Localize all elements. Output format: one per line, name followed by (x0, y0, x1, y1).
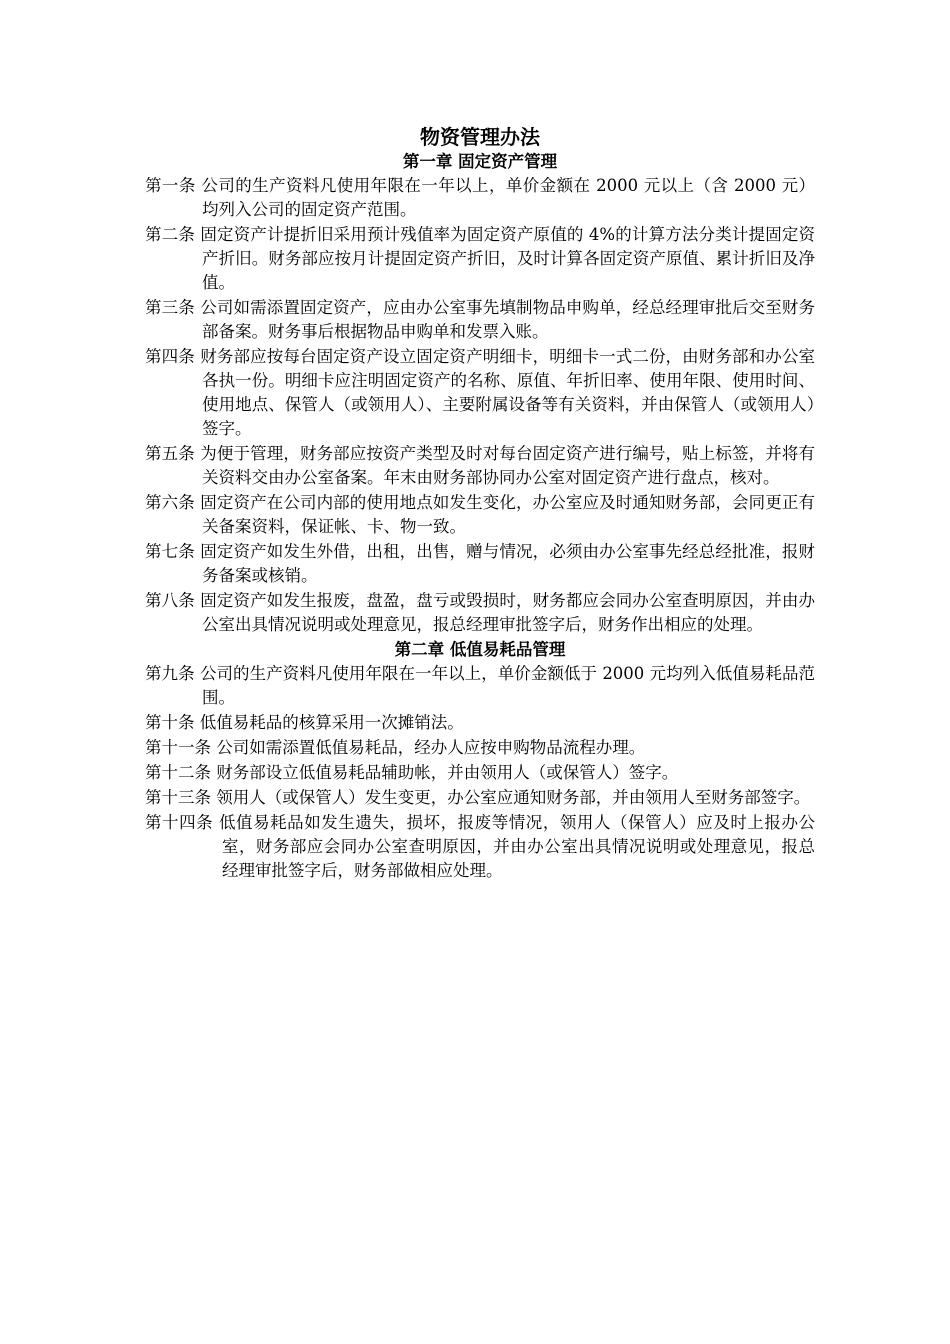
article (145, 761, 815, 785)
article-text: 为便于管理，财务部应按资产类型及时对每台固定资产进行编号，贴上标签，并将有关资料交由办公室备案。年末由财务部协同办公室对固定资产进行盘点，核对。 (200, 444, 816, 487)
article (145, 223, 815, 295)
article-text: 财务部设立低值易耗品辅助帐，并由领用人（或保管人）签字。 (216, 763, 679, 782)
chapter-heading: 第二章 低值易耗品管理 (394, 640, 566, 659)
article-text: 低值易耗品的核算采用一次摊销法。 (199, 713, 464, 732)
article (145, 589, 815, 637)
article (145, 662, 815, 710)
article (145, 711, 815, 735)
article-text: 领用人（或保管人）发生变更，办公室应通知财务部，并由领用人至财务部签字。 (216, 788, 811, 807)
article-text: 低值易耗品如发生遗失，损坏，报废等情况，领用人（保管人）应及时上报办公室，财务部应会同办公室查明原因，并由办公室出具情况说明或处理意见，报总经理审批签字后，财务部做相应处理。 (218, 813, 816, 880)
article-number: 第三条 (145, 298, 195, 317)
document-body (145, 124, 815, 884)
article-number: 第九条 (145, 664, 195, 683)
article (145, 442, 815, 490)
article-number: 第五条 (145, 444, 195, 463)
article-number: 第十三条 (145, 788, 211, 807)
article-number: 第七条 (145, 542, 195, 561)
article (145, 491, 815, 539)
article (145, 540, 815, 588)
article-text: 固定资产如发生报废，盘盈，盘亏或毁损时，财务都应会同办公室查明原因，并由办公室出具情况说明或处理意见，报总经理审批签字后，财务作出相应的处理。 (200, 591, 816, 634)
article-text: 公司如需添置低值易耗品，经办人应按申购物品流程办理。 (216, 738, 646, 757)
article-number: 第十一条 (145, 738, 211, 757)
article (145, 296, 815, 344)
article-number: 第六条 (145, 493, 195, 512)
article (145, 736, 815, 760)
article-number: 第八条 (145, 591, 195, 610)
article-text: 财务部应按每台固定资产设立固定资产明细卡，明细卡一式二份，由财务部和办公室各执一份。明细卡应注明固定资产的名称、原值、年折旧率、使用年限、使用时间、使用地点、保管人（或领用人）、主要附属设备等有关资料，并由保管人（或领用人）签字。 (200, 347, 816, 438)
chapter-heading: 第一章 固定资产管理 (402, 152, 558, 171)
article-number: 第四条 (145, 347, 195, 366)
article-text: 公司的生产资料凡使用年限在一年以上，单价金额低于 2000 元均列入低值易耗品范围。 (199, 664, 816, 707)
article (145, 345, 815, 441)
article-number: 第十二条 (145, 763, 211, 782)
article (145, 174, 815, 222)
article-text: 固定资产计提折旧采用预计残值率为固定资产原值的 4%的计算方法分类计提固定资产折旧。财务部应按月计提固定资产折旧，及时计算各固定资产原值、累计折旧及净值。 (200, 225, 816, 292)
article (145, 786, 815, 810)
article-text: 公司如需添置固定资产，应由办公室事先填制物品申购单，经总经理审批后交至财务部备案。财务事后根据物品申购单和发票入账。 (200, 298, 816, 341)
chapter-1 (145, 150, 815, 637)
article-text: 公司的生产资料凡使用年限在一年以上，单价金额在 2000 元以上（含 2000 元）均列入公司的固定资产范围。 (201, 176, 816, 219)
article-number: 第一条 (145, 176, 196, 195)
article-number: 第十四条 (145, 813, 214, 832)
chapter-2 (145, 638, 815, 883)
article-number: 第二条 (145, 225, 195, 244)
article-text: 固定资产如发生外借，出租，出售，赠与情况，必须由办公室事先经总经批准，报财务备案或核销。 (200, 542, 816, 585)
article-text: 固定资产在公司内部的使用地点如发生变化，办公室应及时通知财务部，会同更正有关备案资料，保证帐、卡、物一致。 (200, 493, 816, 536)
article-number: 第十条 (145, 713, 195, 732)
article (145, 811, 815, 883)
document-title: 物资管理办法 (420, 125, 540, 149)
